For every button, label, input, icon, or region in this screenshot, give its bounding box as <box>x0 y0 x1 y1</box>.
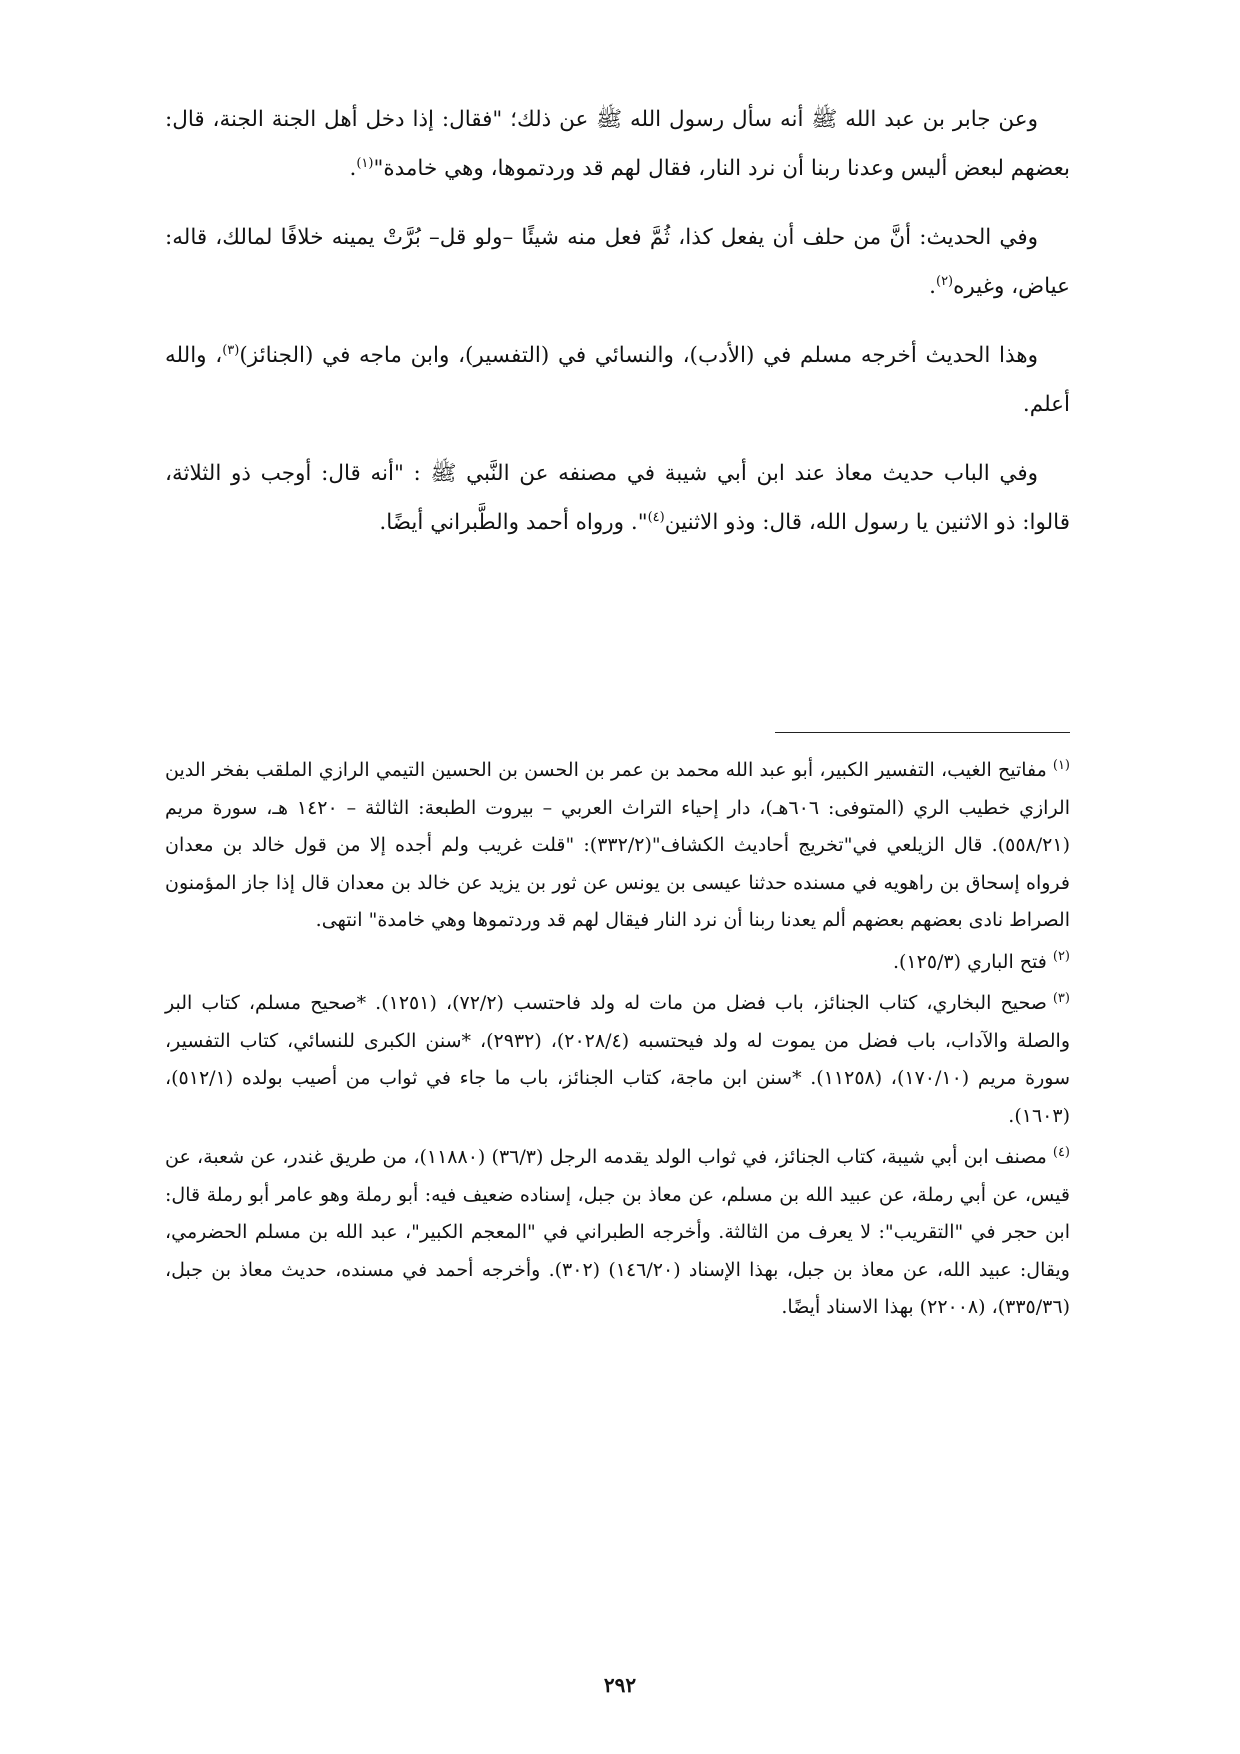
footnote-number: (٣) <box>1052 990 1070 1006</box>
paragraph-text: وفي الحديث: أنَّ من حلف أن يفعل كذا، ثُمَّ فعل منه شيئًا –ولو قل– بُرَّتْ يمينه خلافًا لمالك، قاله: عياض، وغيره <box>165 225 1070 299</box>
paragraph-tail: ". ورواه أحمد والطَّبراني أيضًا. <box>379 510 648 535</box>
paragraph-text: وفي الباب حديث معاذ عند ابن أبي شيبة في مصنفه عن النَّبي ﷺ : "أنه قال: أوجب ذو الثلاثة، قالوا: ذو الاثنين يا رسول الله، قال: وذو الاثنين <box>165 461 1070 535</box>
footnote-4 <box>165 1139 1070 1327</box>
page-number: ٢٩٢ <box>603 1673 637 1697</box>
paragraph-tail: . <box>349 156 357 181</box>
footnote-ref[interactable]: (١) <box>356 155 374 171</box>
footnote-number: (٢) <box>1052 949 1070 965</box>
footnote-separator <box>775 732 1070 733</box>
footnote-text: مفاتيح الغيب، التفسير الكبير، أبو عبد الله محمد بن عمر بن الحسن بن الحسين التيمي الرازي الملقب بفخر الدين الرازي خطيب الري (المتوفى: ٦٠٦هـ)، دار إحياء التراث العربي – بيروت الطبعة: الثالثة – ١٤٢٠ هـ، سورة مريم (٥٥٨/٢١). قال الزيلعي في"تخريج أحاديث الكشاف"(٣٣٢/٢): "قلت غريب ولم أجده إلا من قول خالد بن معدان فرواه إسحاق بن راهويه في مسنده حدثنا عيسى بن يونس عن ثور بن يزيد عن خالد بن معدان قال إذا جاز المؤمنون الصراط نادى بعضهم بعضهم ألم يعدنا ربنا أن نرد النار فيقال لهم قد وردتموها وهي خامدة" انتهى. <box>165 759 1071 931</box>
footnote-1 <box>165 752 1070 940</box>
footnote-text: فتح الباري (١٢٥/٣). <box>892 950 1047 973</box>
main-text <box>165 95 1070 567</box>
paragraph-tail: ، والله أعلم. <box>165 343 1070 417</box>
footnote-number: (١) <box>1052 757 1070 773</box>
paragraph-1 <box>165 95 1070 193</box>
footnote-3 <box>165 985 1070 1135</box>
footnote-text: صحيح البخاري، كتاب الجنائز، باب فضل من مات له ولد فاحتسب (٧٢/٢)، (١٢٥١). *صحيح مسلم، كتاب البر والصلة والآداب، باب فضل من يموت له ولد فيحتسبه (٢٠٢٨/٤)، (٢٩٣٢)، *سنن الكبرى للنسائي، كتاب التفسير، سورة مريم (١٧٠/١٠)، (١١٢٥٨). *سنن ابن ماجة، كتاب الجنائز، باب ما جاء في ثواب من أصيب بولده (٥١٢/١)، (١٦٠٣). <box>165 992 1071 1127</box>
footnote-number: (٤) <box>1052 1144 1070 1160</box>
footnotes <box>165 752 1070 1331</box>
footnote-ref[interactable]: (٢) <box>935 273 954 289</box>
footnote-ref[interactable]: (٤) <box>647 509 665 525</box>
paragraph-text: وعن جابر بن عبد الله ﷺ أنه سأل رسول الله ﷺ عن ذلك؛ "فقال: إذا دخل أهل الجنة الجنة، قال: بعضهم لبعض أليس وعدنا ربنا أن نرد النار، فقال لهم قد وردتموها، وهي خامدة" <box>165 107 1070 181</box>
footnote-ref[interactable]: (٣) <box>222 342 240 358</box>
paragraph-tail: . <box>929 274 936 299</box>
paragraph-3 <box>165 331 1070 429</box>
footnote-2 <box>165 944 1070 982</box>
paragraph-4 <box>165 449 1070 547</box>
paragraph-2 <box>165 213 1070 311</box>
footnote-text: مصنف ابن أبي شيبة، كتاب الجنائز، في ثواب الولد يقدمه الرجل (٣٦/٣) (١١٨٨٠)، من طريق غندر، عن شعبة، عن قيس، عن أبي رملة، عن عبيد الله بن مسلم، عن معاذ بن جبل، إسناده ضعيف فيه: أبو رملة وهو عامر أبو رملة قال: ابن حجر في "التقريب": لا يعرف من الثالثة. وأخرجه الطبراني في "المعجم الكبير"، عبد الله بن مسلم الحضرمي، ويقال: عبيد الله، عن معاذ بن جبل، بهذا الإسناد (١٤٦/٢٠) (٣٠٢). وأخرجه أحمد في مسنده، حديث معاذ بن جبل، (٣٣٥/٣٦)، (٢٢٠٠٨) بهذا الاسناد أيضًا. <box>165 1146 1070 1318</box>
paragraph-text: وهذا الحديث أخرجه مسلم في (الأدب)، والنسائي في (التفسير)، وابن ماجه في (الجنائز) <box>239 343 1039 368</box>
